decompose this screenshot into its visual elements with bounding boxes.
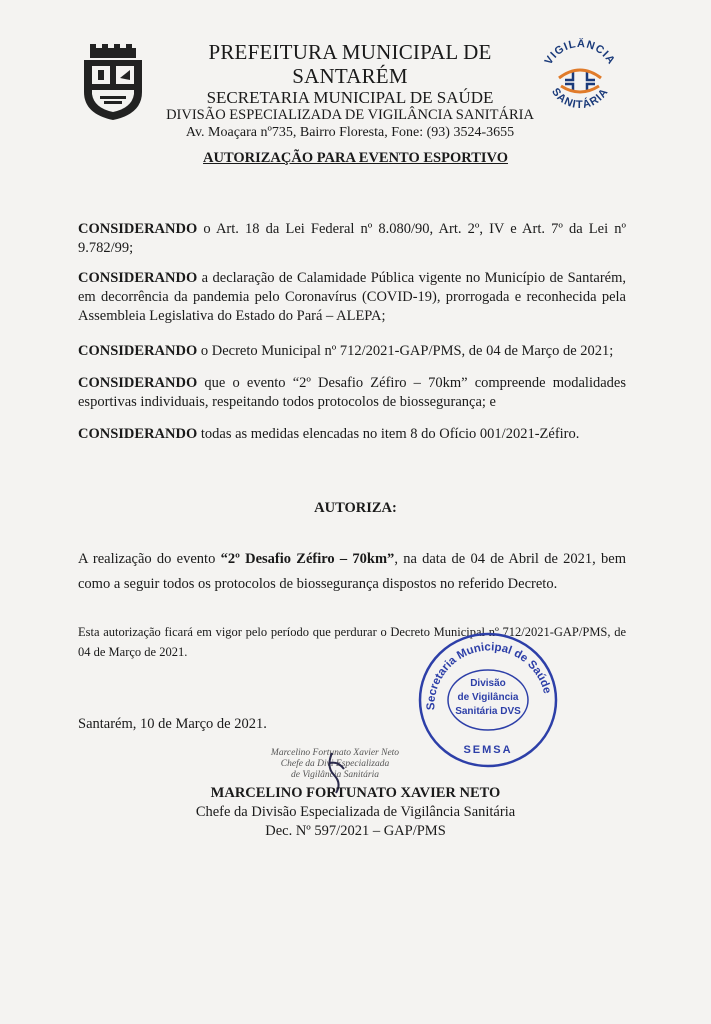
clause-text: que o evento “2º Desafio Zéfiro – 70km” compreende modalidades esportivas individuais, respeitando todos protocolos de biossegurança; e — [78, 375, 626, 410]
clause-text: o Art. 18 da Lei Federal nº 8.080/90, Art. 2º, IV e Art. 7º da Lei nº 9.782/99; — [78, 221, 626, 256]
considering-clause-5 — [78, 425, 626, 444]
stamp-center-line2: de Vigilância — [457, 692, 519, 703]
authorizes-heading: AUTORIZA: — [314, 500, 397, 516]
clause-text: a declaração de Calamidade Pública vigente no Município de Santarém, em decorrência da pandemia pelo Coronavírus (COVID-19), prorrogada e reconhecida pela Assembleia Legislativa do Estado do Pará – ALEPA; — [78, 270, 626, 324]
municipality-name: PREFEITURA MUNICIPAL DE SANTARÉM — [208, 40, 492, 88]
letterhead — [160, 40, 540, 141]
event-name: “2º Desafio Zéfiro – 70km” — [220, 551, 395, 567]
stamp-center-line1: Divisão — [470, 678, 506, 689]
signatory-block — [0, 784, 711, 841]
signatory-decree: Dec. Nº 597/2021 – GAP/PMS — [265, 823, 446, 839]
stamp-ring-text: Secretaria Municipal de Saúde — [425, 641, 554, 711]
svg-text:VIGILÂNCIA — [543, 38, 618, 67]
official-stamp — [413, 628, 563, 773]
clause-keyword: CONSIDERANDO — [78, 375, 198, 391]
clause-keyword: CONSIDERANDO — [78, 221, 198, 237]
clause-keyword: CONSIDERANDO — [78, 343, 198, 359]
secretariat-name: SECRETARIA MUNICIPAL DE SAÚDE — [206, 88, 494, 107]
clause-keyword: CONSIDERANDO — [78, 270, 198, 286]
stamp-center-line3: Sanitária DVS — [455, 706, 521, 717]
signatory-role: Chefe da Divisão Especializada de Vigilância Sanitária — [195, 804, 516, 820]
clause-text: todas as medidas elencadas no item 8 do Ofício 001/2021-Zéfiro. — [197, 426, 580, 442]
considering-clause-3 — [78, 342, 626, 361]
signature-stamp-text: Marcelino Fortunato Xavier Neto Chefe da Divi Especializada de Vigilância Sanitária — [270, 748, 400, 780]
vigilancia-sanitaria-logo — [535, 38, 625, 118]
coat-of-arms-logo — [80, 42, 146, 122]
document-title: AUTORIZAÇÃO PARA EVENTO ESPORTIVO — [203, 150, 508, 166]
considering-clause-1 — [78, 220, 626, 258]
stamp-bottom-text: SEMSA — [463, 744, 513, 756]
division-name: DIVISÃO ESPECIALIZADA DE VIGILÂNCIA SANITÁRIA — [166, 107, 534, 123]
authorization-paragraph: A realização do evento “2º Desafio Zéfiro – 70km”, na data de 04 de Abril de 2021, bem como a seguir todos os protocolos de biossegurança dispostos no referido Decreto. — [78, 551, 626, 592]
clause-text: o Decreto Municipal nº 712/2021-GAP/PMS, de 04 de Março de 2021; — [197, 343, 614, 359]
considering-clause-4 — [78, 374, 626, 412]
clause-keyword: CONSIDERANDO — [78, 426, 198, 442]
signatory-name: MARCELINO FORTUNATO XAVIER NETO — [210, 785, 501, 801]
date-line: Santarém, 10 de Março de 2021. — [78, 716, 267, 732]
logo-top-text: VIGILÂNCIA — [542, 38, 618, 68]
validity-paragraph: Esta autorização ficará em vigor pelo período que perdurar o Decreto Municipal nº 712/2021-GAP/PMS, de 04 de Março de 2021. — [78, 625, 626, 659]
svg-text:SANITÁRIA — [549, 86, 611, 111]
logo-bottom-text: SANITÁRIA — [549, 85, 611, 112]
address-line: Av. Moaçara nº735, Bairro Floresta, Fone: (93) 3524-3655 — [185, 125, 515, 140]
considering-clause-2 — [78, 269, 626, 326]
